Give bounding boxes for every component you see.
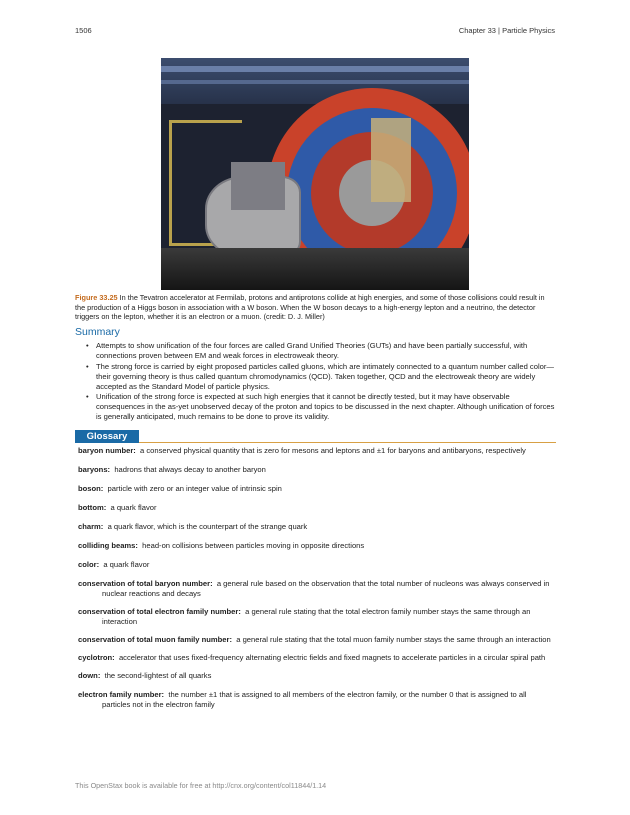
tevatron-detector-photo	[161, 58, 469, 290]
glossary-definition: particle with zero or an integer value of intrinsic spin	[107, 484, 282, 493]
glossary-term: conservation of total electron family number:	[78, 607, 241, 616]
glossary-term: conservation of total baryon number:	[78, 579, 213, 588]
glossary-entry	[78, 465, 556, 475]
summary-item: • Attempts to show unification of the four forces are called Grand Unified Theories (GUTs) and have been partially successful, with connections proven between EM and weak forces in electroweak theory.	[86, 341, 556, 361]
glossary-term: down:	[78, 671, 101, 680]
glossary-term: boson:	[78, 484, 104, 493]
glossary-entry	[78, 484, 556, 494]
glossary-definition: a quark flavor	[103, 560, 150, 569]
summary-list	[86, 341, 556, 423]
figure-caption	[75, 293, 555, 322]
glossary-definition: hadrons that always decay to another baryon	[114, 465, 266, 474]
glossary-entry	[78, 690, 556, 710]
glossary-entry	[78, 653, 556, 663]
glossary-entry	[78, 635, 556, 645]
glossary-term: charm:	[78, 522, 104, 531]
summary-item: • Unification of the strong force is expected at such high energies that it cannot be directly tested, but it may have observable consequences in the as-yet unobserved decay of the proton and topics to be discussed in the next chapter. Although unification of forces is generally anticipated, much remains to be done to prove its validity.	[86, 392, 556, 422]
glossary-term: colliding beams:	[78, 541, 138, 550]
figure-label: Figure 33.25	[75, 293, 118, 302]
glossary-definition: a general rule stating that the total electron family number stays the same through an interaction	[102, 607, 531, 626]
glossary-entry	[78, 671, 556, 681]
glossary-definition: the second-lightest of all quarks	[104, 671, 212, 680]
footer-text: This OpenStax book is available for free at http://cnx.org/content/col11844/1.14	[75, 781, 327, 790]
glossary-entry	[78, 607, 556, 627]
summary-heading: Summary	[75, 326, 120, 338]
glossary-definition: a quark flavor, which is the counterpart of the strange quark	[107, 522, 308, 531]
chapter-title: Chapter 33 | Particle Physics	[458, 26, 555, 35]
glossary-definition: a general rule stating that the total muon family number stays the same through an interaction	[236, 635, 551, 644]
glossary-entry	[78, 503, 556, 513]
glossary-entry	[78, 579, 556, 599]
figure-caption-text: In the Tevatron accelerator at Fermilab, protons and antiprotons collide at high energies, and some of those collisions could result in the production of a Higgs boson in association with a W boson. When the W boson decays to a high-energy lepton and a neutrino, the detector triggers on the lepton, whether it is an electron or a muon. (credit: D. J. Miller)	[75, 293, 545, 322]
glossary-definition: a conserved physical quantity that is zero for mesons and leptons and ±1 for baryons and antibaryons, respectively	[140, 446, 526, 455]
summary-item: • The strong force is carried by eight proposed particles called gluons, which are intimately connected to a quantum number called color—their governing theory is thus called quantum chromodynamics (QCD). Taken together, QCD and the electroweak theory are widely accepted as the Standard Model of particle physics.	[86, 362, 556, 392]
glossary-definition: the number ±1 that is assigned to all members of the electron family, or the number 0 that is assigned to all particles not in the electron family	[102, 690, 527, 709]
glossary-entry	[78, 541, 556, 551]
page-number: 1506	[75, 26, 92, 35]
glossary-list	[78, 446, 556, 710]
glossary-definition: accelerator that uses fixed-frequency alternating electric fields and fixed magnets to accelerate particles in a circular spiral path	[118, 653, 546, 662]
glossary-term: conservation of total muon family number:	[78, 635, 232, 644]
glossary-entry	[78, 522, 556, 532]
glossary-header-bar	[75, 430, 556, 443]
glossary-term: bottom:	[78, 503, 107, 512]
glossary-definition: a quark flavor	[110, 503, 157, 512]
glossary-entry	[78, 446, 556, 456]
glossary-definition: head-on collisions between particles moving in opposite directions	[142, 541, 365, 550]
glossary-term: cyclotron:	[78, 653, 115, 662]
glossary-term: color:	[78, 560, 100, 569]
glossary-heading: Glossary	[75, 430, 139, 443]
glossary-definition: a general rule based on the observation that the total number of nucleons was always conserved in nuclear reactions and decays	[102, 579, 550, 598]
glossary-term: baryons:	[78, 465, 111, 474]
glossary-term: baryon number:	[78, 446, 136, 455]
glossary-entry	[78, 560, 556, 570]
glossary-term: electron family number:	[78, 690, 165, 699]
